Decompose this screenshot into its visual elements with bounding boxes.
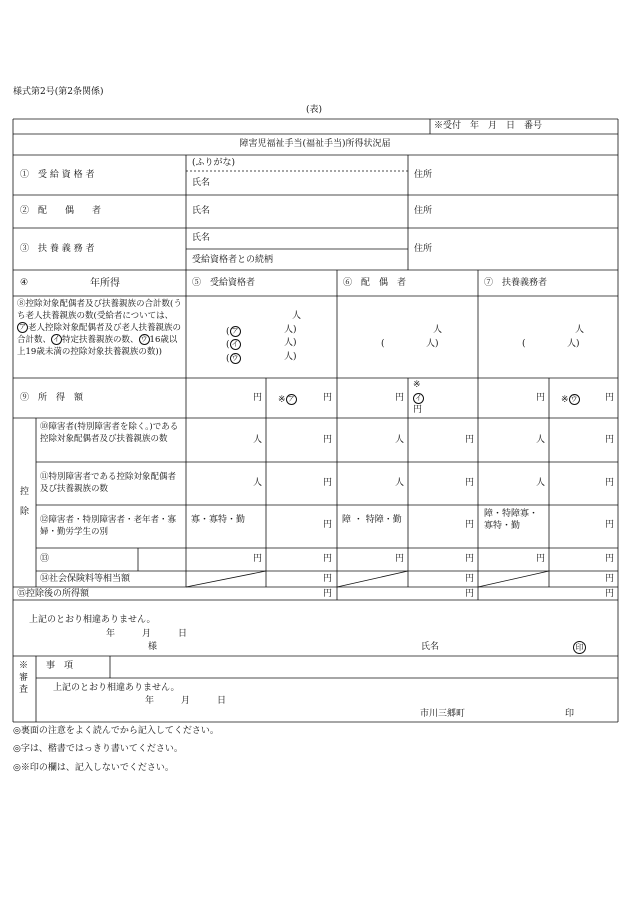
- yen-unit: 円: [253, 393, 263, 403]
- spouse-paren-open: (: [381, 339, 421, 349]
- year-income-label: 年所得: [90, 278, 120, 289]
- deduction-side-label-2: 除: [20, 507, 30, 517]
- yen-unit: 円: [323, 589, 333, 599]
- recipient-address-label: 住所: [414, 170, 433, 180]
- yen-unit: 円: [605, 520, 615, 530]
- column-supporter: ⑦ 扶養義務者: [484, 278, 548, 288]
- note-item: ◎※印の欄は、記入しないでください。: [13, 763, 174, 773]
- row13-label: ⑬: [40, 554, 50, 564]
- recipient-row-a-unit: 人): [284, 325, 297, 335]
- status-category-label: ⑫障害者・特別障害者・老年者・寡婦・勤労学生の別: [40, 515, 177, 537]
- form-reference: 様式第2号(第2条関係): [13, 87, 104, 97]
- yen-unit: 円: [323, 574, 333, 584]
- recipient-row-c: ( ウ: [226, 354, 239, 364]
- yen-unit: 円: [323, 435, 333, 445]
- yen-unit: 円: [536, 393, 546, 403]
- declaration-date: 年 月 日: [106, 629, 188, 639]
- yen-unit: 円: [465, 520, 475, 530]
- recipient-person-unit: 人: [292, 311, 302, 321]
- spouse-label: ② 配 偶 者: [20, 206, 102, 216]
- receipt-field: ※受付 年 月 日 番号: [434, 121, 543, 131]
- yen-unit: 円: [253, 554, 263, 564]
- relation-label: 受給資格者との続柄: [192, 255, 274, 265]
- spouse-address-label: 住所: [414, 206, 433, 216]
- yen-unit: 円: [605, 574, 615, 584]
- recipient-row-c-unit: 人): [284, 352, 297, 362]
- supporter-status-options: 障・特障寡・寡特・勤: [484, 509, 539, 531]
- social-insurance-label: ⑭社会保険料等相当額: [40, 574, 131, 584]
- review-text: 上記のとおり相違ありません。: [53, 683, 180, 693]
- furigana-label: (ふりがな): [192, 158, 236, 168]
- recipient-label: ① 受 給 資 格 者: [20, 170, 95, 180]
- spouse-paren-unit: 人): [426, 339, 439, 349]
- person-unit: 人: [395, 478, 405, 488]
- income-circle-number: ④: [20, 278, 29, 288]
- mark-b-icon: イ: [415, 394, 422, 402]
- supporter-name-label: 氏名: [192, 233, 211, 243]
- dependents-label-part4: 16歳以上19歳未満の控除対象扶養親族の数)): [17, 335, 178, 357]
- review-side-label: ※審査: [19, 661, 29, 695]
- review-date: 年 月 日: [145, 696, 227, 706]
- dependents-label-part2: 老人控除対象配偶者及び老人扶養親族の合計数、: [17, 323, 182, 345]
- mark-c-icon: ウ: [570, 395, 578, 403]
- note-item: ◎字は、楷書ではっきり書いてください。: [13, 744, 183, 754]
- yen-unit: 円: [413, 405, 423, 415]
- person-unit: 人: [395, 435, 405, 445]
- form-side: (表): [306, 105, 323, 115]
- note-item: ◎裏面の注意をよく読んでから記入してください。: [13, 726, 219, 736]
- yen-unit: 円: [395, 554, 405, 564]
- mark-a-icon: ア: [231, 327, 239, 335]
- spouse-income-kome: ※: [413, 380, 421, 390]
- seal-icon: 印: [573, 641, 586, 654]
- yen-unit: 円: [605, 435, 615, 445]
- spouse-income-mark: [413, 393, 424, 404]
- yen-unit: 円: [323, 393, 333, 403]
- mark-b-icon: イ: [53, 335, 61, 343]
- mark-b-icon: イ: [231, 340, 239, 348]
- yen-unit: 円: [605, 589, 615, 599]
- yen-unit: 円: [605, 554, 615, 564]
- yen-unit: 円: [465, 554, 475, 564]
- recipient-status-options: 寡・寡特・勤: [191, 515, 246, 525]
- supporter-paren-unit: 人): [567, 339, 580, 349]
- recipient-row-b: ( イ: [226, 340, 239, 350]
- form-title: 障害児福祉手当(福祉手当)所得状況届: [239, 139, 391, 149]
- yen-unit: 円: [465, 478, 475, 488]
- supporter-paren-open: (: [522, 339, 562, 349]
- yen-unit: 円: [323, 478, 333, 488]
- yen-unit: 円: [465, 435, 475, 445]
- person-unit: 人: [253, 435, 263, 445]
- yen-unit: 円: [605, 393, 615, 403]
- yen-unit: 円: [465, 574, 475, 584]
- office-name: 市川三郷町: [420, 709, 466, 719]
- review-item-label: 事 項: [46, 661, 74, 671]
- yen-unit: 円: [536, 554, 546, 564]
- person-unit: 人: [536, 435, 546, 445]
- column-recipient: ⑤ 受給資格者: [192, 278, 256, 288]
- disabled-dependents-label: ⑩障害者(特別障害者を除く。)である控除対象配偶者及び扶養親族の数: [40, 422, 179, 444]
- special-disabled-dependents-label: ⑪特別障害者である控除対象配偶者及び扶養親族の数: [40, 472, 177, 494]
- declaration-text: 上記のとおり相違ありません。: [29, 615, 156, 625]
- spouse-status-options: 障 ・ 特障・勤: [342, 515, 402, 525]
- recipient-row-a: ( ア: [226, 327, 239, 337]
- person-unit: 人: [536, 478, 546, 488]
- yen-unit: 円: [605, 478, 615, 488]
- supporter-address-label: 住所: [414, 244, 433, 254]
- recipient-name-label: 氏名: [192, 178, 211, 188]
- person-unit: 人: [253, 478, 263, 488]
- yen-unit: 円: [465, 589, 475, 599]
- recipient-income-mark: ※ ア: [278, 395, 295, 405]
- supporter-income-mark: ※ ウ: [561, 395, 578, 405]
- income-amount-label: ⑨ 所 得 額: [20, 393, 84, 403]
- dependents-label-part1: ⑧控除対象配偶者及び扶養親族の合計数(うち老人扶養親族の数(受給者については、: [17, 299, 182, 321]
- recipient-row-b-unit: 人): [284, 338, 297, 348]
- column-spouse: ⑥ 配 偶 者: [343, 278, 407, 288]
- yen-unit: 円: [395, 393, 405, 403]
- net-income-label: ⑮控除後の所得額: [17, 589, 90, 599]
- yen-unit: 円: [323, 520, 333, 530]
- spouse-person-unit: 人: [433, 325, 443, 335]
- spouse-name-label: 氏名: [192, 206, 211, 216]
- dependents-count-label: [17, 298, 183, 358]
- mark-a-icon: ア: [19, 323, 26, 331]
- mark-a-icon: ア: [287, 395, 295, 403]
- office-seal-label: 印: [565, 709, 575, 719]
- supporter-person-unit: 人: [575, 325, 585, 335]
- deduction-side-label-1: 控: [20, 487, 30, 497]
- declaration-name-label: 氏名: [421, 642, 440, 652]
- dependents-label-part3: 特定扶養親族の数、: [62, 335, 139, 345]
- mark-c-icon: ウ: [231, 354, 239, 362]
- yen-unit: 円: [323, 554, 333, 564]
- supporter-label: ③ 扶 養 義 務 者: [20, 244, 95, 254]
- declaration-sama: 様: [148, 642, 158, 652]
- mark-c-icon: ウ: [140, 335, 148, 343]
